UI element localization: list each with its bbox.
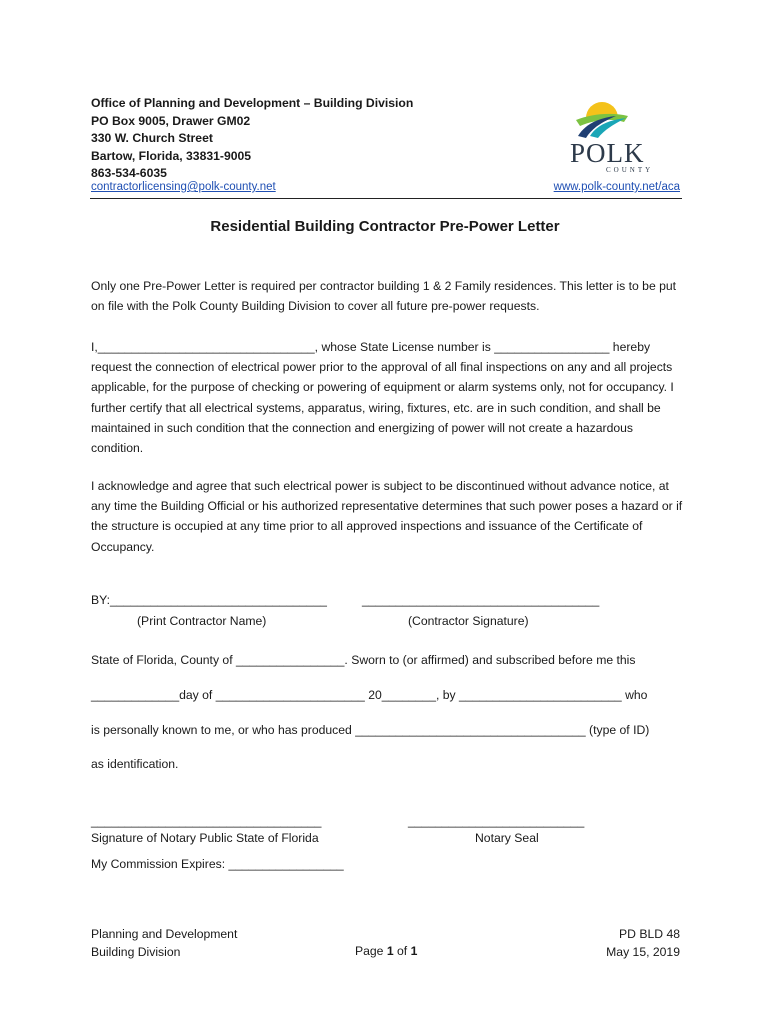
acknowledgement-paragraph: I acknowledge and agree that such electrical power is subject to be discontinued without advance notice, at any time the Building Official or his authorized representative determines that such power poses a hazard or if the structure is occupied at any time prior to all approved inspections and issuance of the Certificate of Occupancy. [91,479,683,554]
notary-seal-field[interactable]: __________________________ [408,814,585,828]
address-line: Bartow, Florida, 33831-9005 [91,148,252,163]
page-number [355,943,417,961]
page-current: 1 [386,944,394,958]
website-link[interactable]: www.polk-county.net/aca [553,181,680,193]
footer-dept-line: Planning and Development [91,927,238,941]
notary-signature-label: Signature of Notary Public State of Florida [91,831,319,845]
print-name-label: (Print Contractor Name) [137,614,267,628]
logo-text: POLK [570,138,645,168]
commission-expires-field[interactable]: My Commission Expires: _________________ [91,857,344,871]
address-line: 330 W. Church Street [91,131,213,146]
notary-signature-field[interactable]: __________________________________ [91,814,322,828]
address-line: PO Box 9005, Drawer GM02 [91,113,251,128]
certification-paragraph: I,________________________________, whose State License number is _________________ hereby request the connection of electrical power prior to the approval of all final inspections on any and all projects applicable, for the purpose of checking or powering of equipment or alarm systems only, not for occupancy. I further certify that all electrical systems, apparatus, wiring, fixtures, etc. are in such condition, and shall be maintained in such condition that the connection and energizing of power will not create a hazardous condition. [91,340,674,456]
form-date: May 15, 2019 [606,944,680,959]
notary-seal-label: Notary Seal [475,831,539,845]
notary-line-id[interactable]: is personally known to me, or who has produced __________________________________ (type of ID) [91,723,650,737]
form-id: PD BLD 48 [619,927,680,941]
notary-line-identification: as identification. [91,757,179,771]
print-name-field[interactable]: BY:________________________________ [91,593,327,607]
page-prefix: Page [355,944,387,958]
header-divider [90,198,682,199]
email-link[interactable]: contractorlicensing@polk-county.net [91,181,276,193]
polk-county-logo [566,96,666,176]
page-total: 1 [410,944,418,958]
page-of: of [393,944,411,958]
notary-line-date[interactable]: _____________day of ______________________ 20________, by ________________________ who [91,688,648,702]
address-line: Office of Planning and Development – Building Division [91,96,414,110]
footer-department [91,926,237,961]
signature-label: (Contractor Signature) [408,614,529,628]
logo-subtext: COUNTY [606,166,654,174]
address-line: 863-534-6035 [91,166,167,181]
office-address [91,95,413,183]
notary-line-county[interactable]: State of Florida, County of ________________. Sworn to (or affirmed) and subscribed before me this [91,653,636,667]
contractor-signature-field[interactable]: ___________________________________ [362,593,600,607]
intro-paragraph: Only one Pre-Power Letter is required per contractor building 1 & 2 Family residences. This letter is to be put on file with the Polk County Building Division to cover all future pre-power requests. [91,279,677,314]
footer-form-info [606,926,680,961]
document-title: Residential Building Contractor Pre-Power Letter [210,218,560,235]
footer-division-line: Building Division [91,944,181,959]
